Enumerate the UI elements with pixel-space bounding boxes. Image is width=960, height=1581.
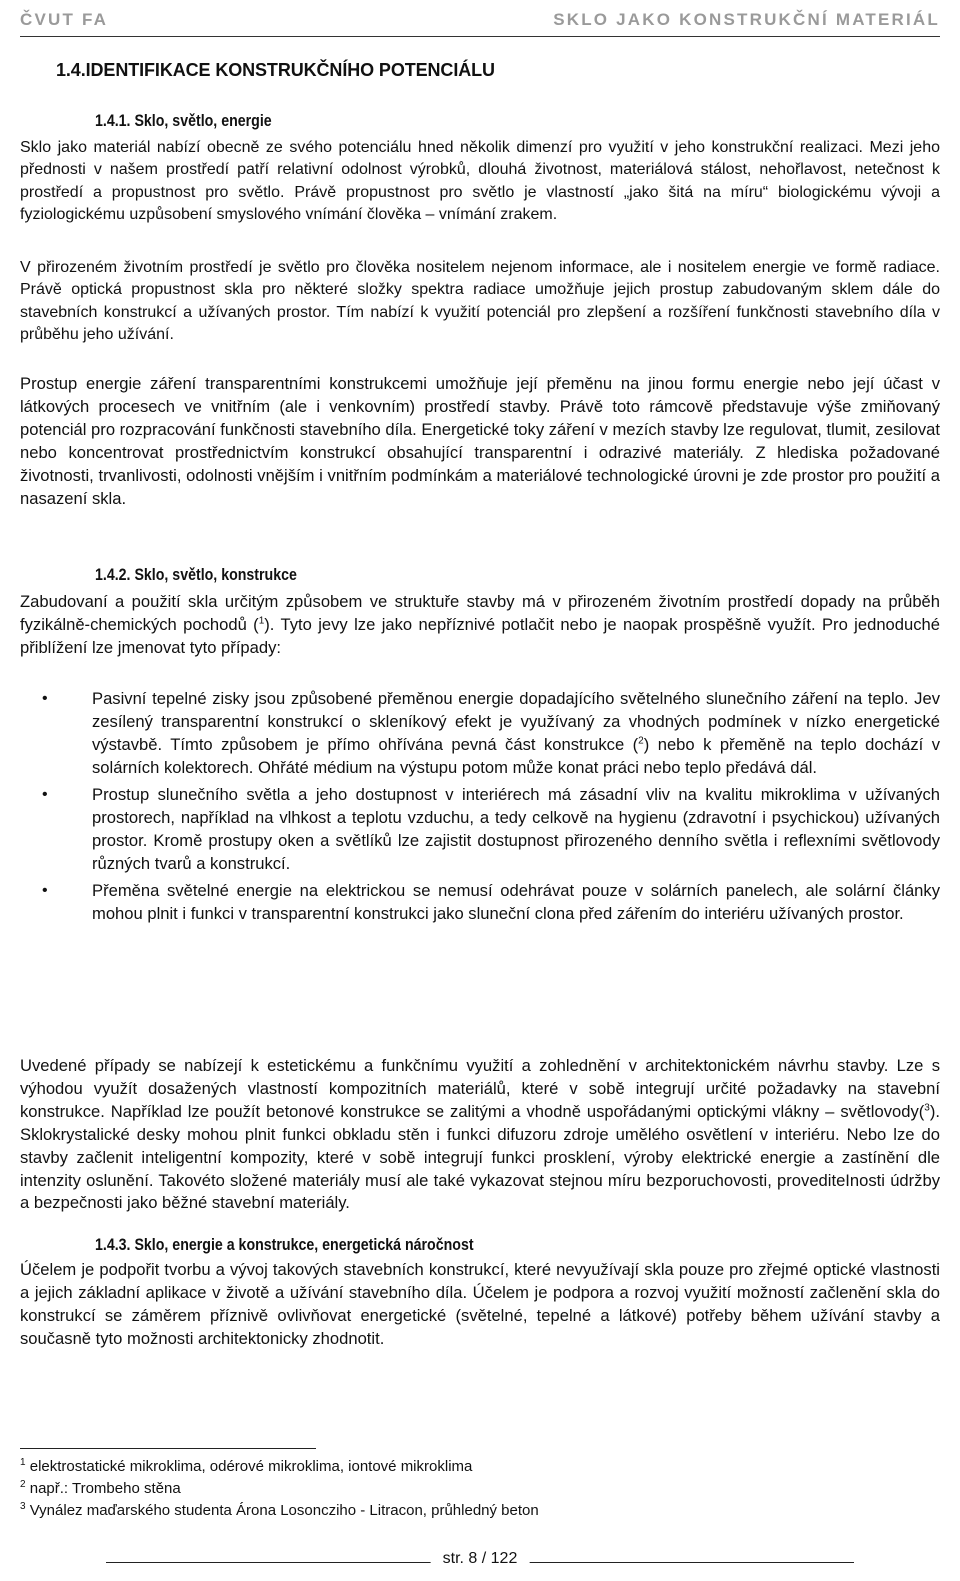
- footnote-1: [20, 1457, 472, 1476]
- intro-text-b: ). Tyto jevy lze jako nepříznivé potlačit nebo je naopak prospěšně využít. Pro jednoduché přiblížení lze jmenovat tyto případy:: [20, 614, 940, 657]
- footnote-number: 2: [20, 1479, 26, 1490]
- subsection-heading-1-4-2: 1.4.2. Sklo, světlo, konstrukce: [95, 566, 297, 584]
- page-footer: [20, 1548, 940, 1572]
- paragraph-intro: [20, 591, 940, 660]
- paragraph-energy: Účelem je podpořit tvorbu a vývoj takových stavebních konstrukcí, které nevyužívají skla pouze pro zřejmé optické vlastnosti a jejich základní aplikace v životě a užívání stavebního díla. Účelem je podpora a rozvoj využití možností začlenění skla do konstrukcí se záměrem příznivě ovlivňovat energetické (světelné, tepelné a látkové) potřeby během užívání stavby a současně tyto možnosti architektonicky zhodnotit.: [20, 1260, 940, 1348]
- subsection-heading-1-4-3: 1.4.3. Sklo, energie a konstrukce, energetická náročnost: [95, 1236, 474, 1254]
- list-item-text-b: ) nebo k přeměně na teplo dochází v solárních kolektorech. Ohřáté médium na výstupu potom může konat práci nebo teplo předává dál.: [92, 735, 940, 777]
- footnote-number: 1: [20, 1457, 26, 1468]
- list-item: [20, 879, 940, 925]
- footnote-text: Vynález maďarského studenta Árona Losoncziho - Litracon, průhledný beton: [29, 1502, 539, 1519]
- after-text-a: Uvedené případy se nabízejí k estetickému a funkčnímu využití a zohlednění v architektonickém návrhu stavby. Lze s výhodou využít dosažených vlastností kompozitních materiálů, které v sobě integrují určité požadavky na stavební konstrukce. Například lze použít betonové konstrukce se zalitými a vhodně uspořádanými optickými vlákny – světlovody(: [20, 1056, 940, 1121]
- list-item-text: Prostup slunečního světla a jeho dostupnost v interiérech má zásadní vliv na kvalitu mikroklima v užívaných prostorech, například na vlhkost a teplotu vzduchu, a tedy celkově na hygienu (zdravotní i psychickou) užívaných prostor. Kromě prostupy oken a světlíků lze zajistit dostupnost přirozeného denního světla i reflexními světlovody různých tvarů a konstrukcí.: [92, 785, 940, 873]
- header-rule: [20, 36, 940, 37]
- footnote-ref-1: 1: [258, 615, 265, 627]
- bullet-list: [20, 687, 940, 929]
- footnote-separator: [20, 1448, 316, 1449]
- footnote-2: [20, 1479, 181, 1498]
- footnote-text: např.: Trombeho stěna: [29, 1480, 181, 1497]
- footnote-ref-3: 3: [924, 1102, 930, 1114]
- paragraph-after-list: [20, 1055, 940, 1215]
- footnote-3: [20, 1501, 539, 1520]
- paragraph-2: V přirozeném životním prostředí je světlo pro člověka nositelem nejenom informace, ale i nositelem energie ve formě radiace. Právě optická propustnost skla pro některé složky spektra radiace umožňuje jejich prostup zabudovaným sklem dále do stavebních konstrukcí a užívaných prostor. Tím nabízí k využití potenciál pro zlepšení a rozšíření funkčnosti stavebního díla v průběhu jeho užívání.: [20, 259, 940, 343]
- list-item-text: Přeměna světelné energie na elektrickou se nemusí odehrávat pouze v solárních panelech, ale solární články mohou plnit i funkci v transparentní konstrukci jako sluneční clona před zářením do interiéru užívaných prostor.: [92, 881, 940, 923]
- footnote-text: elektrostatické mikroklima, odérové mikroklima, iontové mikroklima: [29, 1458, 473, 1475]
- subsection-heading-1-4-1: 1.4.1. Sklo, světlo, energie: [95, 112, 272, 130]
- section-heading: 1.4.IDENTIFIKACE KONSTRUKČNÍHO POTENCIÁLU: [56, 60, 495, 80]
- list-item: [20, 783, 940, 875]
- after-text-b: ). Sklokrystalické desky mohou plnit funkci obkladu stěn i funkci difuzoru zdroje umělého osvětlení v interiéru. Nebo lze do stavby začlenit inteligentní kompozity, které v sobě integrují funkci prosklení, výroby elektrické energie a zastínění dle intenzity oslunění. Takovéto složené materiály musí ale také vykazovat stejnou míru bezporuchovosti, provediteInosti údržby a bezpečnosti jako běžné stavební materiály.: [20, 1101, 940, 1213]
- page-number: str. 8 / 122: [431, 1550, 530, 1568]
- paragraph-1: Sklo jako materiál nabízí obecně ze svého potenciálu hned několik dimenzí pro využití v jeho konstrukční realizaci. Mezi jeho přednosti v našem prostředí patří relativní odolnost výrobků, dlouhá životnost, materiálová stálost, nehořlavost, netečnost k prostředí a propustnost pro světlo. Právě propustnost pro světlo je vlastností „jako šitá na míru“ biologickému vývoji a fyziologickému uzpůsobení smyslového vnímání člověka – vnímání zrakem.: [20, 139, 940, 223]
- intro-text-a: Zabudovaní a použití skla určitým způsobem ve struktuře stavby má v přirozeném životním prostředí dopady na průběh fyzikálně-chemických pochodů (: [20, 592, 940, 634]
- list-item: [20, 687, 940, 779]
- list-item-text-a: Pasivní tepelné zisky jsou způsobené přeměnou energie dopadajícího světelného slunečního záření na teplo. Jev zesílený transparentní konstrukcí o skleníkový efekt je využívaný za vhodných podmínek v nízko energetické výstavbě. Tímto způsobem je přímo ohřívána pevná část konstrukce (: [92, 689, 940, 754]
- bullet-icon: •: [42, 690, 48, 707]
- bullet-icon: •: [42, 882, 48, 899]
- footnote-number: 3: [20, 1501, 26, 1512]
- paragraph-3: Prostup energie záření transparentními konstrukcemi umožňuje její přeměnu na jinou formu energie nebo její účast v látkových procesech ve vnitřním (ale i venkovním) prostředí stavby. Právě toto rámcově představuje výše zmiňovaný potenciál pro rozpracování funkčnosti stavebního díla. Energetické toky záření v mezích stavby lze regulovat, tlumit, zesilovat nebo koncentrovat prostřednictvím konstrukcí obsahující transparentní i odrazivé materiály. Z hlediska požadované životnosti, trvanlivosti, odolnosti vnějším i vnitřním podmínkám a materiálové technologické úrovni je zde prostor pro použití a nasazení skla.: [20, 374, 940, 508]
- footnote-ref-2: 2: [638, 735, 644, 747]
- bullet-icon: •: [42, 786, 48, 803]
- header-document-title: SKLO JAKO KONSTRUKČNÍ MATERIÁL: [553, 10, 940, 29]
- page-header: [20, 10, 940, 34]
- header-school: ČVUT FA: [20, 10, 109, 29]
